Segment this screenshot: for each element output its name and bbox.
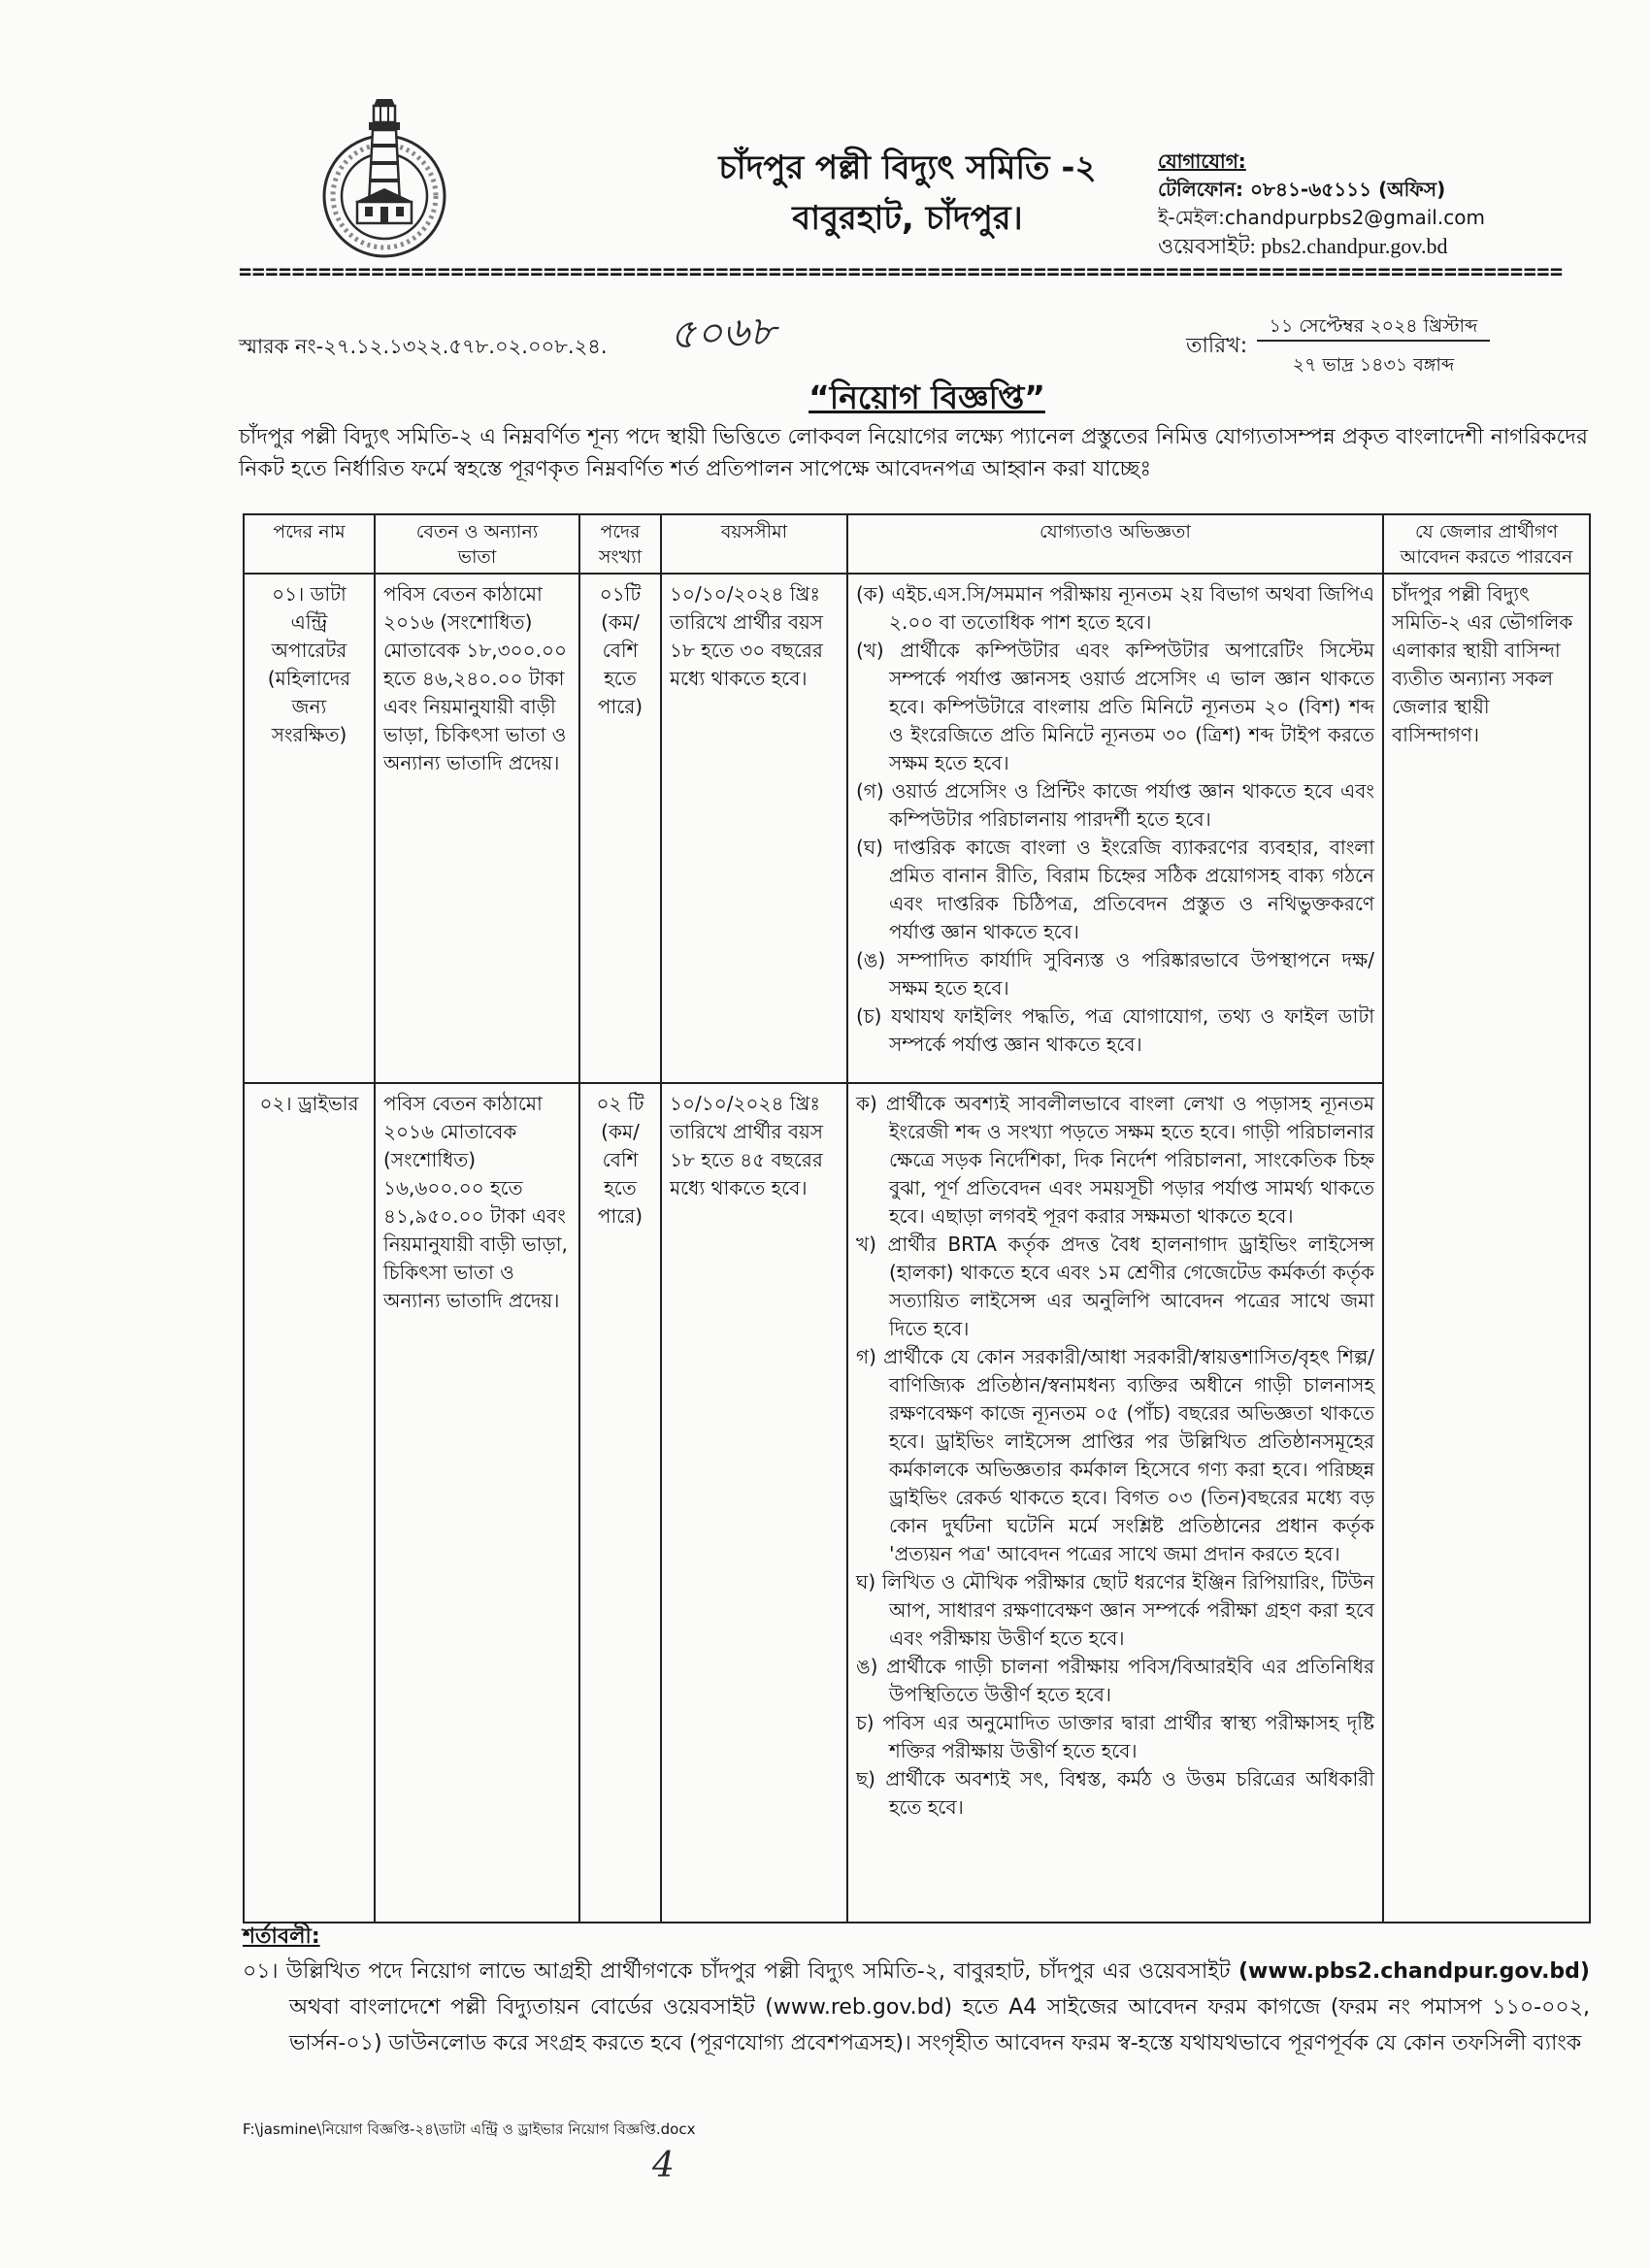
eligible-district-cell: চাঁদপুর পল্লী বিদ্যুৎ সমিতি-২ এর ভৌগলিক এলাকার স্থায়ী বাসিন্দা ব্যতীত অন্যান্য সকল জেলার স্থায়ী বাসিন্দাগণ।	[1384, 575, 1591, 1923]
qualification-text: লিখিত ও মৌখিক পরীক্ষার ছোট ধরণের ইঞ্জিন রিপিয়ারিং, টিউন আপ, সাধারণ রক্ষণাবেক্ষণ জ্ঞান সম্পর্কে পরীক্ষা গ্রহণ করা হবে এবং পরীক্ষায় উত্তীর্ণ হতে হবে।	[881, 1570, 1375, 1650]
condition-website-url: (www.pbs2.chandpur.gov.bd)	[1238, 1959, 1590, 1984]
qualification-item	[856, 1231, 1374, 1343]
header-separator: ====================================================================================================	[239, 260, 1564, 284]
qualification-text: দাপ্তরিক কাজে বাংলা ও ইংরেজি ব্যাকরণের ব্যবহার, বাংলা প্রমিত বানান রীতি, বিরাম চিহ্নের সঠিক প্রয়োগসহ বাক্য গঠনে এবং দাপ্তরিক চিঠিপত্র, প্রতিবেদন প্রস্তুত ও নথিভুক্তকরণে পর্যাপ্ত জ্ঞান থাকতে হবে।	[889, 836, 1375, 943]
qualification-label: ক)	[856, 1092, 877, 1115]
contact-label: যোগাযোগ:	[1158, 149, 1246, 173]
qualification-item	[856, 580, 1374, 637]
header-eligible-district	[1384, 515, 1591, 575]
row-1-salary: পবিস বেতন কাঠামো ২০১৬ (সংশোধিত) মোতাবেক ১৮,৩০০.০০ হতে ৪৬,২৪০.০০ টাকা এবং নিয়মানুযায়ী বাড়ী ভাড়া, চিকিৎসা ভাতা ও অন্যান্য ভাতাদি প্রদেয়।	[376, 575, 580, 1084]
row-2-age-limit: ১০/১০/২০২৪ খ্রিঃ তারিখে প্রার্থীর বয়স ১৮ হতে ৪৫ বছরের মধ্যে থাকতে হবে।	[662, 1084, 848, 1923]
condition-text-continued: অথবা বাংলাদেশে পল্লী বিদ্যুতায়ন বোর্ডের ওয়েবসাইট (www.reb.gov.bd) হতে A4 সাইজের আবেদন ফরম কাগজে (ফরম নং পমাসপ ১১০-০০২, ভার্সন-০১) ডাউনলোড করে সংগ্রহ করতে হবে (পূরণযোগ্য প্রবেশপত্রসহ)। সংগৃহীত আবেদন ফরম স্ব-হস্তে যথাযথভাবে পূরণপূর্বক যে কোন তফসিলী ব্যাংক	[289, 1995, 1590, 2055]
qualification-text: প্রার্থীকে অবশ্যই সাবলীলভাবে বাংলা লেখা ও পড়াসহ ন্যূনতম ইংরেজী শব্দ ও সংখ্যা পড়তে সক্ষম হতে হবে। গাড়ী পরিচালনার ক্ষেত্রে সড়ক নির্দেশিকা, দিক নির্দেশ পরিচালনা, সাংকেতিক চিহ্ন বুঝা, পূর্ণ প্রতিবেদন এবং সময়সূচী পড়ার পর্যাপ্ত সামর্থ্য থাকতে হবে। এছাড়া লগবই পূরণ করার সক্ষমতা থাকতে হবে।	[885, 1092, 1374, 1228]
header-post-count-text: পদের সংখ্যা	[598, 521, 643, 568]
header-post-count	[580, 515, 662, 575]
condition-text: উল্লিখিত পদে নিয়োগ লাভে আগ্রহী প্রার্থীগণকে চাঁদপুর পল্লী বিদ্যুৎ সমিতি-২, বাবুরহাট, চাঁদপুর এর ওয়েবসাইট	[285, 1959, 1231, 1984]
qualification-item	[856, 946, 1374, 1003]
row-1-post-count: ০১টি (কম/ বেশি হতে পারে)	[580, 575, 662, 1084]
qualification-text: ওয়ার্ড প্রসেসিং ও প্রিন্টিং কাজে পর্যাপ্ত জ্ঞান থাকতে হবে এবং কম্পিউটার পরিচালনায় পারদর্শী হতে হবে।	[889, 779, 1374, 831]
header-post-name	[245, 515, 376, 575]
organization-address: বাবুরহাট, চাঁদপুর।	[792, 199, 1023, 238]
header-post-name-text: পদের নাম	[273, 521, 346, 542]
date-gregorian: ১১ সেপ্টেম্বর ২০২৪ খ্রিস্টাব্দ	[1257, 312, 1490, 342]
qualification-text: যথাযথ ফাইলিং পদ্ধতি, পত্র যোগাযোগ, তথ্য ও ফাইল ডাটা সম্পর্কে পর্যাপ্ত জ্ঞান থাকতে হবে।	[889, 1004, 1375, 1056]
qualification-text: সম্পাদিত কার্যাদি সুবিন্যস্ত ও পরিষ্কারভাবে উপস্থাপনে দক্ষ/সক্ষম হতে হবে।	[889, 948, 1375, 1000]
qualification-label: (ঙ)	[856, 948, 886, 971]
notice-title: “নিয়োগ বিজ্ঞপ্তি”	[808, 378, 1045, 416]
notice-intro-paragraph: চাঁদপুর পল্লী বিদ্যুৎ সমিতি-২ এ নিম্নবর্ণিত শূন্য পদে স্থায়ী ভিত্তিতে লোকবল নিয়োগের লক্ষ্যে প্যানেল প্রস্তুতের নিমিত্ত যোগ্যতাসম্পন্ন প্রকৃত বাংলাদেশী নাগরিকদের নিকট হতে নির্ধারিত ফর্মে স্বহস্তে পূরণকৃত নিম্নবর্ণিত শর্ত প্রতিপালন সাপেক্ষে আবেদনপত্র আহ্বান করা যাচ্ছেঃ	[239, 425, 1588, 481]
qualification-text: প্রার্থীকে কম্পিউটার এবং কম্পিউটার অপারেটিং সিস্টেম সম্পর্কে পর্যাপ্ত জ্ঞানসহ ওয়ার্ড প্রসেসিং এ ভাল জ্ঞান থাকতে হবে। কম্পিউটারে বাংলায় প্রতি মিনিটে ন্যূনতম ২০ (বিশ) শব্দ ও ইংরেজিতে প্রতি মিনিটে ন্যূনতম ৩০ (ত্রিশ) শব্দ টাইপ করতে সক্ষম হতে হবে।	[889, 639, 1374, 774]
qualification-label: (ঘ)	[856, 836, 883, 859]
header-salary-text: বেতন ও অন্যান্য ভাতা	[415, 521, 539, 568]
condition-number: ০১।	[243, 1959, 279, 1984]
qualification-label: খ)	[856, 1233, 876, 1256]
qualification-item	[856, 834, 1374, 946]
qualification-label: (খ)	[856, 639, 884, 662]
header-age-limit	[662, 515, 848, 575]
memo-handwritten-number: ৫০৬৮	[669, 307, 776, 358]
qualification-item	[856, 637, 1374, 777]
row-2-salary: পবিস বেতন কাঠামো ২০১৬ মোতাবেক (সংশোধিত) ১৬,৬০০.০০ হতে ৪১,৯৫০.০০ টাকা এবং নিয়মানুযায়ী বাড়ী ভাড়া, চিকিৎসা ভাতা ও অন্যান্য ভাতাদি প্রদেয়।	[376, 1084, 580, 1923]
organization-name: চাঁদপুর পল্লী বিদ্যুৎ সমিতি -২	[718, 148, 1097, 187]
qualification-item	[856, 1765, 1374, 1822]
row-2-post-name: ০২। ড্রাইভার	[245, 1084, 376, 1923]
qualification-item	[856, 1090, 1374, 1231]
date-label: তারিখ:	[1186, 334, 1248, 358]
contact-website: ওয়েবসাইট: pbs2.chandpur.gov.bd	[1158, 234, 1448, 258]
qualification-item	[856, 1709, 1374, 1765]
vacancy-table	[243, 513, 1591, 1923]
contact-block	[1158, 148, 1585, 260]
qualification-item	[856, 1343, 1374, 1568]
header-qualification-text: যোগ্যতাও অভিজ্ঞতা	[1040, 521, 1191, 542]
pbs-seal-logo-icon	[316, 95, 452, 260]
memo-number-label: স্মারক নং-২৭.১২.১৩২২.৫৭৮.০২.০০৮.২৪.	[239, 335, 608, 358]
qualification-label: (চ)	[856, 1004, 882, 1028]
qualification-item	[856, 777, 1374, 834]
document-file-path: F:\jasmine\নিয়োগ বিজ্ঞপ্তি-২৪\ডাটা এন্ট্রি ও ড্রাইভার নিয়োগ বিজ্ঞপ্তি.docx	[243, 2120, 696, 2138]
qualification-label: ঘ)	[856, 1570, 876, 1594]
qualification-item	[856, 1003, 1374, 1059]
date-bangla: ২৭ ভাদ্র ১৪৩১ বঙ্গাব্দ	[1292, 354, 1455, 376]
contact-email: ই-মেইল:chandpurpbs2@gmail.com	[1158, 206, 1485, 229]
row-2-post-count: ০২ টি (কম/ বেশি হতে পারে)	[580, 1084, 662, 1923]
qualification-text: প্রার্থীকে যে কোন সরকারী/আধা সরকারী/স্বায়ত্তশাসিত/বৃহৎ শিল্প/বাণিজ্যিক প্রতিষ্ঠান/স্বনামধন্য ব্যক্তির অধীনে গাড়ী চালনাসহ রক্ষণবেক্ষণ কাজে ন্যূনতম ০৫ (পাঁচ) বছরের অভিজ্ঞতা থাকতে হবে। ড্রাইভিং লাইসেন্স প্রাপ্তির পর উল্লিখিত প্রতিষ্ঠানসমূহের কর্মকালকে অভিজ্ঞতার কর্মকাল হিসেবে গণ্য করা হবে। পরিচ্ছন্ন ড্রাইভিং রেকর্ড থাকতে হবে। বিগত ০৩ (তিন)বছরের মধ্যে বড় কোন দুর্ঘটনা ঘটেনি মর্মে সংশ্লিষ্ট প্রতিষ্ঠানের প্রধান কর্তৃক 'প্রত্যয়ন পত্র' আবেদন পত্রের সাথে জমা প্রদান করতে হবে।	[883, 1345, 1374, 1565]
header-age-limit-text: বয়সসীমা	[720, 521, 788, 542]
qualification-label: চ)	[856, 1711, 874, 1734]
qualification-label: গ)	[856, 1345, 876, 1368]
condition-item	[243, 1954, 1590, 2061]
row-1-post-name: ০১। ডাটা এন্ট্রি অপারেটর (মহিলাদের জন্য সংরক্ষিত)	[245, 575, 376, 1084]
qualification-text: প্রার্থীর BRTA কর্তৃক প্রদত্ত বৈধ হালনাগাদ ড্রাইভিং লাইসেন্স (হালকা) থাকতে হবে এবং ১ম শ্রেণীর গেজেটেড কর্মকর্তা কর্তৃক সত্যায়িত লাইসেন্স এর অনুলিপি আবেদন পত্রের সাথে জমা দিতে হবে।	[887, 1233, 1374, 1340]
qualification-text: এইচ.এস.সি/সমমান পরীক্ষায় ন্যূনতম ২য় বিভাগ অথবা জিপিএ ২.০০ বা ততোধিক পাশ হতে হবে।	[889, 582, 1374, 634]
qualification-label: (ক)	[856, 582, 885, 606]
qualification-label: (গ)	[856, 779, 884, 803]
header-eligible-district-text: যে জেলার প্রার্থীগণ আবেদন করতে পারবেন	[1400, 521, 1573, 568]
qualification-text: পবিস এর অনুমোদিত ডাক্তার দ্বারা প্রার্থীর স্বাস্থ্য পরীক্ষাসহ দৃষ্টি শক্তির পরীক্ষায় উত্তীর্ণ হতে হবে।	[882, 1711, 1374, 1762]
contact-phone: টেলিফোন: ০৮৪১-৬৫১১১ (অফিস)	[1158, 178, 1446, 201]
handwritten-page-mark: 4	[652, 2146, 675, 2186]
qualification-text: প্রার্থীকে অবশ্যই সৎ, বিশ্বস্ত, কর্মঠ ও উত্তম চরিত্রের অধিকারী হতে হবে।	[885, 1767, 1374, 1819]
qualification-label: ছ)	[856, 1767, 875, 1791]
qualification-text: প্রার্থীকে গাড়ী চালনা পরীক্ষায় পবিস/বিআরইবি এর প্রতিনিধির উপস্থিতিতে উত্তীর্ণ হতে হবে।	[886, 1655, 1374, 1706]
qualification-label: ঙ)	[856, 1655, 878, 1678]
header-qualification	[848, 515, 1384, 575]
qualification-item	[856, 1653, 1374, 1709]
row-1-qualifications	[848, 575, 1384, 1084]
qualification-item	[856, 1568, 1374, 1653]
header-salary	[376, 515, 580, 575]
conditions-title: শর্তাবলী:	[243, 1924, 320, 1949]
row-2-qualifications	[848, 1084, 1384, 1923]
row-1-age-limit: ১০/১০/২০২৪ খ্রিঃ তারিখে প্রার্থীর বয়স ১৮ হতে ৩০ বছরের মধ্যে থাকতে হবে।	[662, 575, 848, 1084]
